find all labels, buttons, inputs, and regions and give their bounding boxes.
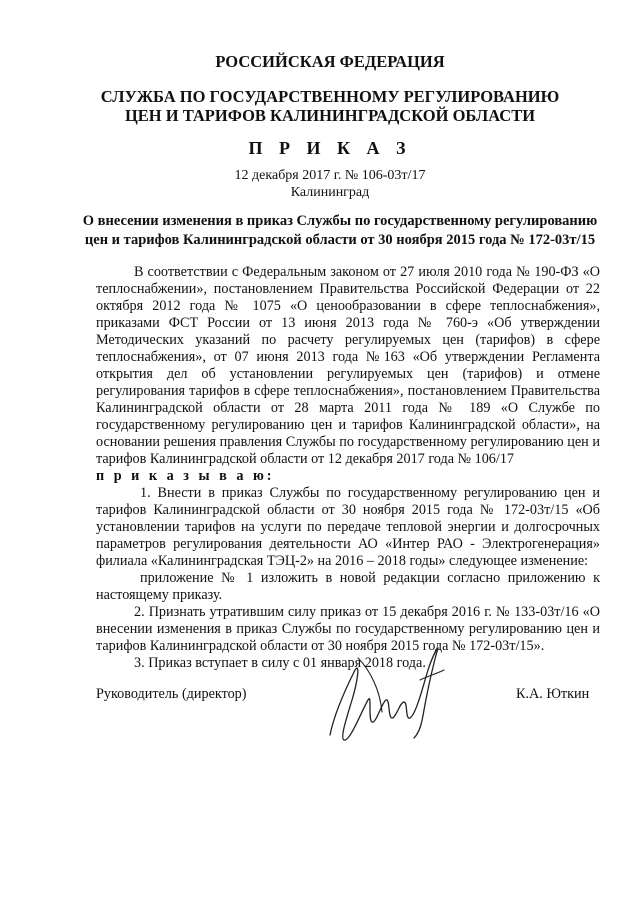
handwritten-signature	[310, 640, 460, 755]
subject-line-2: цен и тарифов Калининградской области от 30 ноября 2015 года № 172-03т/15	[84, 232, 596, 248]
subject-line-1: О внесении изменения в приказ Службы по государственному регулированию	[82, 213, 598, 229]
document-subject	[80, 212, 600, 250]
order-word: п р и к а з ы в а ю:	[96, 468, 275, 484]
signatory-position: Руководитель (директор)	[96, 686, 247, 702]
country-heading: РОССИЙСКАЯ ФЕДЕРАЦИЯ	[215, 52, 445, 71]
org-line-2: ЦЕН И ТАРИФОВ КАЛИНИНГРАДСКОЙ ОБЛАСТИ	[124, 106, 536, 125]
item-3-paragraph: 3. Приказ вступает в силу с 01 января 2018 года.	[134, 655, 426, 671]
city: Калининград	[290, 185, 370, 200]
item-2-paragraph: 2. Признать утратившим силу приказ от 15 декабря 2016 г. № 133-03т/16 «О внесении изменения в приказ Службы по государственному регулированию цен и тарифов Калининградской области от 30 ноября 2015 года № 172-03т/15».	[96, 604, 600, 654]
date-block	[60, 167, 600, 201]
item-1-paragraph: 1. Внести в приказ Службы по государственному регулированию цен и тарифов Калининградской области от 30 ноября 2015 года № 172-03т/15 «Об установлении тарифов на услуги по передаче тепловой энергии и долгосрочных параметров регулирования деятельности АО «Интер РАО - Электрогенерация» филиала «Калининградская ТЭЦ-2» на 2016 – 2018 годы» следующее изменение:	[96, 485, 600, 569]
org-line-1: СЛУЖБА ПО ГОСУДАРСТВЕННОМУ РЕГУЛИРОВАНИЮ	[100, 87, 560, 106]
item-1-sub-paragraph: приложение № 1 изложить в новой редакции согласно приложению к настоящему приказу.	[96, 570, 600, 603]
document-type-heading: П Р И К А З	[248, 138, 412, 158]
date-number: 12 декабря 2017 г. № 106-03т/17	[234, 168, 426, 183]
organization-heading	[60, 87, 600, 125]
preamble-paragraph: В соответствии с Федеральным законом от 27 июля 2010 года № 190-ФЗ «О теплоснабжении», постановлением Правительства Российской Федерации от 22 октября 2012 года № 1075 «О ценообразовании в сфере теплоснабжения», приказами ФСТ России от 13 июня 2013 года № 760-э «Об утверждении Методических указаний по расчету регулируемых цен (тарифов) в сфере теплоснабжения», от 07 июня 2013 года №163 «Об утверждении Регламента открытия дел об установлении регулируемых цен (тарифов) и отмене регулирования тарифов в сфере теплоснабжения», постановлением Правительства Калининградской области от 28 марта 2011 года № 189 «О Службе по государственному регулированию цен и тарифов Калининградской области», на основании решения правления Службы по государственному регулированию цен и тарифов Калининградской области от 12 декабря 2017 года № 106/17	[96, 264, 600, 467]
document-body	[96, 264, 600, 672]
signatory-name: К.А. Юткин	[516, 686, 590, 702]
